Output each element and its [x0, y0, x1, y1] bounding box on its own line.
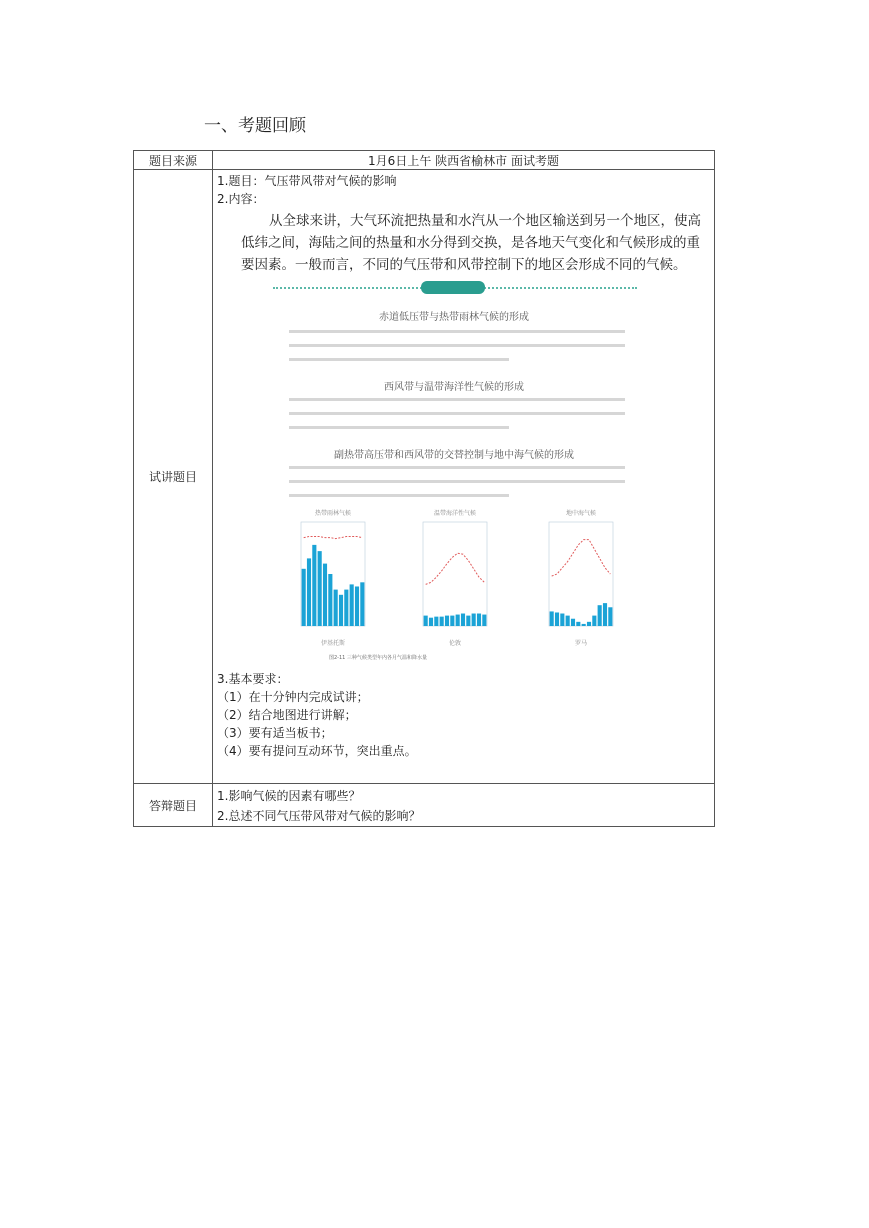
precip-bar [461, 614, 465, 626]
climate-chart-3 [545, 510, 617, 647]
chart-title: 热带雨林气候 [314, 510, 351, 517]
requirement-item: （2）结合地图进行讲解； [217, 708, 357, 722]
precip-bar [302, 569, 306, 626]
temperature-line [552, 540, 611, 576]
precip-bar [571, 619, 575, 626]
climate-chart-svg [419, 518, 491, 636]
defense-question: 2.总述不同气压带风带对气候的影响？ [217, 809, 421, 823]
source-row [134, 151, 715, 170]
precip-bar [555, 612, 559, 626]
precip-bar [560, 614, 564, 626]
precip-bar [334, 590, 338, 626]
precip-bar [566, 616, 570, 626]
precip-bar [312, 545, 316, 626]
precip-bar [360, 582, 364, 626]
climate-chart-2 [419, 510, 491, 647]
precip-bar [582, 624, 586, 626]
source-value: 1月6日上午 陕西省榆林市 面试考题 [213, 151, 715, 170]
exam-table [133, 150, 715, 827]
climate-chart-svg [297, 518, 369, 636]
precip-bar [434, 617, 438, 626]
precip-bar [603, 603, 607, 626]
precip-bar [482, 615, 486, 626]
precip-bar [355, 586, 359, 626]
textbook-figure [269, 280, 639, 660]
chart-station: 伦敦 [448, 640, 461, 647]
precip-bar [328, 574, 332, 626]
precip-bar [550, 611, 554, 626]
figure-heading-2: 西风带与温带海洋性气候的形成 [384, 382, 524, 393]
precip-bar [344, 590, 348, 626]
case-tag [421, 281, 485, 294]
precip-bar [477, 614, 481, 626]
chart-station: 罗马 [574, 640, 587, 647]
precip-bar [440, 617, 444, 626]
requirement-item: （3）要有适当板书； [217, 726, 333, 740]
precip-bar [318, 551, 322, 626]
precip-bar [450, 616, 454, 626]
case-banner [273, 283, 637, 291]
requirement-item: （4）要有提问互动环节，突出重点。 [217, 744, 417, 758]
lecture-label: 试讲题目 [134, 170, 213, 784]
chart-title: 温带海洋性气候 [433, 510, 476, 517]
content-label: 2.内容： [217, 192, 265, 206]
precip-bar [350, 584, 354, 626]
precip-bar [592, 616, 596, 626]
lecture-row [134, 170, 715, 784]
precip-bar [608, 607, 612, 626]
temperature-line [304, 537, 363, 539]
section-title: 一、考题回顾 [204, 116, 306, 136]
source-label: 题目来源 [134, 151, 213, 170]
defense-label: 答辩题目 [134, 784, 213, 827]
precip-bar [466, 616, 470, 626]
defense-question: 1.影响气候的因素有哪些？ [217, 789, 361, 803]
precip-bar [598, 605, 602, 626]
precip-bar [307, 558, 311, 626]
requirement-item: （1）在十分钟内完成试讲； [217, 690, 369, 704]
precip-bar [472, 614, 476, 626]
figure-heading-3: 副热带高压带和西风带的交替控制与地中海气候的形成 [334, 450, 574, 461]
precip-bar [339, 595, 343, 626]
requirements-title: 3.基本要求： [217, 672, 289, 686]
chart-station: 伊基托斯 [320, 640, 345, 647]
climate-chart-1 [297, 510, 369, 647]
precip-bar [424, 616, 428, 626]
figure-heading-1: 赤道低压带与热带雨林气候的形成 [379, 312, 529, 323]
precip-bar [429, 618, 433, 626]
figure-caption: 图2-11 三种气候类型年内各月气温和降水量 [329, 655, 427, 661]
content-paragraph: 从全球来讲，大气环流把热量和水汽从一个地区输送到另一个地区，使高低纬之间，海陆之间的热量和水分得到交换，是各地天气变化和气候形成的重要因素。一般而言，不同的气压带和风带控制下的地区会形成不同的气候。 [241, 213, 701, 273]
temperature-line [426, 553, 485, 584]
precip-bar [456, 615, 460, 626]
defense-cell [213, 784, 715, 827]
precip-bar [576, 622, 580, 626]
climate-chart-svg [545, 518, 617, 636]
precip-bar [587, 622, 591, 626]
precip-bar [323, 564, 327, 626]
chart-title: 地中海气候 [565, 510, 596, 517]
precip-bar [445, 616, 449, 626]
lecture-cell [213, 170, 715, 784]
defense-row [134, 784, 715, 827]
topic-line: 1.题目：气压带风带对气候的影响 [217, 174, 397, 188]
